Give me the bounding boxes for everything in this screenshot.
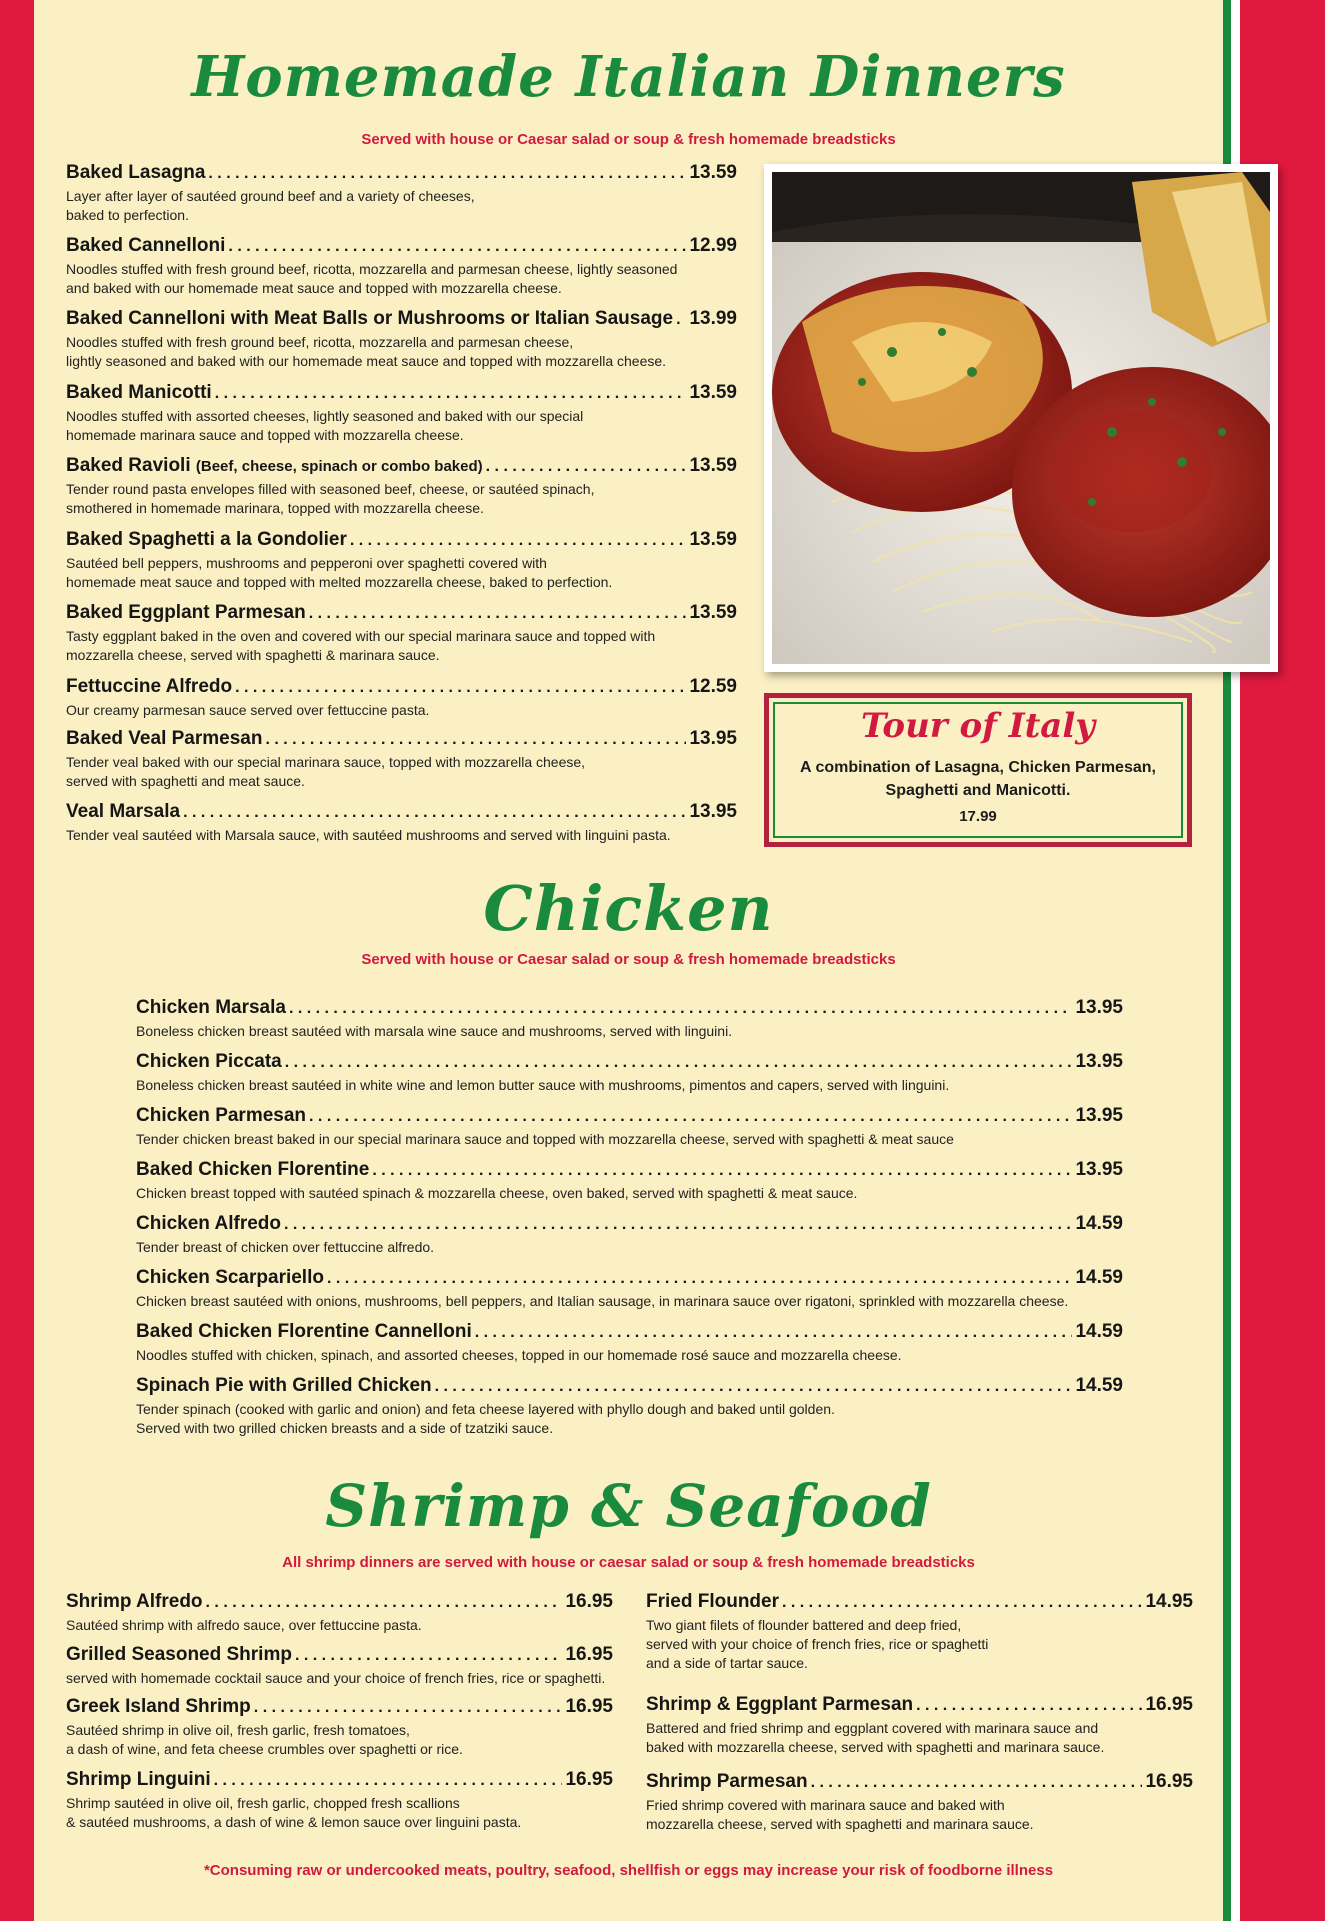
- menu-item: [646, 1770, 1193, 1834]
- menu-item: [136, 996, 1123, 1041]
- item-name: Chicken Alfredo: [136, 1213, 281, 1234]
- item-description: Chicken breast topped with sautéed spinach & mozzarella cheese, oven baked, served with spaghetti & meat sauce.: [136, 1185, 858, 1201]
- item-price: 13.59: [689, 455, 737, 476]
- item-name: Fettuccine Alfredo: [66, 676, 233, 697]
- menu-item: [66, 454, 737, 518]
- item-description: Tasty eggplant baked in the oven and covered with our special marinara sauce and topped with mozzarella cheese, served with spaghetti & marinara sauce.: [66, 628, 656, 663]
- food-photo-frame: [764, 164, 1278, 672]
- seafood-section-title: Shrimp & Seafood: [325, 1472, 932, 1540]
- item-name: Baked Chicken Florentine Cannelloni: [136, 1321, 472, 1342]
- item-description: Tender spinach (cooked with garlic and onion) and feta cheese layered with phyllo dough and baked until golden. Served with two grilled chicken breasts and a side of tzatziki sauce.: [136, 1401, 835, 1436]
- tour-title: Tour of Italy: [861, 706, 1095, 746]
- menu-item: [66, 800, 737, 845]
- item-description: Tender veal sautéed with Marsala sauce, with sautéed mushrooms and served with linguini pasta.: [66, 827, 671, 843]
- menu-item: [646, 1590, 1193, 1673]
- item-name: Grilled Seasoned Shrimp: [66, 1644, 292, 1665]
- chicken-section-subtitle: Served with house or Caesar salad or soup & fresh homemade breadsticks: [361, 951, 896, 968]
- item-description: Our creamy parmesan sauce served over fettuccine pasta.: [66, 702, 430, 718]
- menu-item: [66, 1768, 613, 1832]
- menu-item: [66, 234, 737, 298]
- item-price: 13.99: [689, 308, 737, 329]
- chicken-section-title: Chicken: [483, 872, 774, 945]
- item-description: Fried shrimp covered with marinara sauce and baked with mozzarella cheese, served with spaghetti and marinara sauce.: [646, 1797, 1034, 1832]
- italian-section-subtitle: Served with house or Caesar salad or soup & fresh homemade breadsticks: [361, 131, 896, 148]
- item-description: Noodles stuffed with fresh ground beef, ricotta, mozzarella and parmesan cheese, lightly seasoned and baked with our homemade meat sauce and topped with mozzarella cheese.: [66, 334, 667, 369]
- item-name: Baked Lasagna: [66, 162, 206, 183]
- item-price: 12.59: [689, 676, 737, 697]
- item-price: 13.95: [1075, 997, 1123, 1018]
- left-red-border: [0, 0, 34, 1921]
- tour-price: 17.99: [959, 808, 997, 825]
- menu-item: [66, 675, 737, 720]
- item-price: 16.95: [565, 1696, 613, 1717]
- item-price: 13.59: [689, 529, 737, 550]
- menu-item: [136, 1050, 1123, 1095]
- item-description: Shrimp sautéed in olive oil, fresh garlic, chopped fresh scallions & sautéed mushrooms, a dash of wine & lemon sauce over linguini pasta.: [66, 1795, 522, 1830]
- item-description: Tender round pasta envelopes filled with seasoned beef, cheese, or sautéed spinach, smothered in homemade marinara, topped with mozzarella cheese.: [66, 481, 595, 516]
- item-description: Layer after layer of sautéed ground beef and a variety of cheeses, baked to perfection.: [66, 188, 475, 223]
- seafood-section-subtitle: All shrimp dinners are served with house or caesar salad or soup & fresh homemade breadsticks: [282, 1554, 975, 1571]
- tour-description: A combination of Lasagna, Chicken Parmesan, Spaghetti and Manicotti.: [800, 759, 1156, 799]
- menu-item: [136, 1104, 1123, 1149]
- menu-item: [66, 381, 737, 445]
- item-price: 16.95: [565, 1769, 613, 1790]
- item-description: Tender veal baked with our special marinara sauce, topped with mozzarella cheese, served with spaghetti and meat sauce.: [66, 754, 586, 789]
- item-description: Two giant filets of flounder battered and deep fried, served with your choice of french fries, rice or spaghetti and a side of tartar sauce.: [646, 1617, 989, 1671]
- item-description: Sautéed bell peppers, mushrooms and pepperoni over spaghetti covered with homemade meat sauce and topped with melted mozzarella cheese, baked to perfection.: [66, 555, 613, 590]
- item-name: Baked Spaghetti a la Gondolier: [66, 529, 347, 550]
- item-name: Baked Manicotti: [66, 382, 212, 403]
- item-description: served with homemade cocktail sauce and your choice of french fries, rice or spaghetti.: [66, 1670, 606, 1686]
- item-price: 14.95: [1145, 1591, 1193, 1612]
- menu-item: [66, 1590, 613, 1635]
- item-name: Baked Eggplant Parmesan: [66, 602, 306, 623]
- menu-item: [66, 161, 737, 225]
- item-name: Shrimp Parmesan: [646, 1771, 808, 1792]
- item-description: Sautéed shrimp in olive oil, fresh garlic, fresh tomatoes, a dash of wine, and feta cheese crumbles over spaghetti or rice.: [66, 1722, 463, 1757]
- chicken-parmesan-photo: [772, 172, 1270, 664]
- menu-item: [136, 1320, 1123, 1365]
- item-name: Spinach Pie with Grilled Chicken: [136, 1375, 432, 1396]
- menu-item: [66, 601, 737, 665]
- item-price: 16.95: [1145, 1694, 1193, 1715]
- item-name: Chicken Marsala: [136, 997, 286, 1018]
- item-description: Sautéed shrimp with alfredo sauce, over fettuccine pasta.: [66, 1617, 422, 1633]
- item-description: Noodles stuffed with assorted cheeses, lightly seasoned and baked with our special homemade marinara sauce and topped with mozzarella cheese.: [66, 408, 584, 443]
- item-name: Greek Island Shrimp: [66, 1696, 251, 1717]
- item-description: Noodles stuffed with chicken, spinach, and assorted cheeses, topped in our homemade rosé sauce and mozzarella cheese.: [136, 1347, 902, 1363]
- item-price: 13.95: [1075, 1051, 1123, 1072]
- item-description: Chicken breast sautéed with onions, mushrooms, bell peppers, and Italian sausage, in marinara sauce over rigatoni, sprinkled with mozzarella cheese.: [136, 1293, 1069, 1309]
- item-name: Baked Ravioli (Beef, cheese, spinach or combo baked): [66, 455, 483, 476]
- item-price: 16.95: [1145, 1771, 1193, 1792]
- item-description: Tender breast of chicken over fettuccine alfredo.: [136, 1239, 435, 1255]
- item-price: 16.95: [565, 1591, 613, 1612]
- item-price: 13.95: [689, 728, 737, 749]
- item-name: Chicken Piccata: [136, 1051, 282, 1072]
- food-safety-disclaimer: *Consuming raw or undercooked meats, poultry, seafood, shellfish or eggs may increase your risk of foodborne illness: [203, 1862, 1054, 1879]
- menu-item: [66, 1695, 613, 1759]
- menu-item: [136, 1266, 1123, 1311]
- item-name: Veal Marsala: [66, 801, 181, 822]
- item-price: 13.59: [689, 382, 737, 403]
- item-price: 13.95: [1075, 1159, 1123, 1180]
- item-price: 13.95: [1075, 1105, 1123, 1126]
- menu-item: [136, 1158, 1123, 1203]
- item-price: 14.59: [1075, 1267, 1123, 1288]
- menu-item: [66, 528, 737, 592]
- item-price: 13.59: [689, 602, 737, 623]
- item-description: Noodles stuffed with fresh ground beef, ricotta, mozzarella and parmesan cheese, lightly seasoned and baked with our homemade meat sauce and topped with mozzarella cheese.: [66, 261, 678, 296]
- item-description: Battered and fried shrimp and eggplant covered with marinara sauce and baked with mozzarella cheese, served with spaghetti and marinara sauce.: [646, 1720, 1105, 1755]
- item-name: Shrimp Alfredo: [66, 1591, 203, 1612]
- item-name: Chicken Parmesan: [136, 1105, 307, 1126]
- tour-of-italy-box: [764, 693, 1192, 847]
- menu-item: [136, 1212, 1123, 1257]
- item-name: Baked Chicken Florentine: [136, 1159, 370, 1180]
- italian-section-title: Homemade Italian Dinners: [191, 44, 1066, 110]
- menu-item: [66, 727, 737, 791]
- item-name: Shrimp & Eggplant Parmesan: [646, 1694, 914, 1715]
- item-price: 13.59: [689, 162, 737, 183]
- item-name: Chicken Scarpariello: [136, 1267, 324, 1288]
- item-description: Boneless chicken breast sautéed in white wine and lemon butter sauce with mushrooms, pimentos and capers, served with linguini.: [136, 1077, 950, 1093]
- item-name: Baked Veal Parmesan: [66, 728, 263, 749]
- menu-item: [136, 1374, 1123, 1438]
- item-price: 14.59: [1075, 1375, 1123, 1396]
- item-price: 14.59: [1075, 1213, 1123, 1234]
- item-price: 12.99: [689, 235, 737, 256]
- menu-item: [646, 1693, 1193, 1757]
- menu-item: [66, 1643, 613, 1688]
- item-price: 14.59: [1075, 1321, 1123, 1342]
- item-name: Baked Cannelloni with Meat Balls or Mushrooms or Italian Sausage: [66, 308, 674, 329]
- item-price: 13.95: [689, 801, 737, 822]
- item-note: (Beef, cheese, spinach or combo baked): [195, 458, 483, 475]
- item-description: Tender chicken breast baked in our special marinara sauce and topped with mozzarella cheese, served with spaghetti & meat sauce: [136, 1131, 954, 1147]
- item-price: 16.95: [565, 1644, 613, 1665]
- item-name: Shrimp Linguini: [66, 1769, 211, 1790]
- item-name: Fried Flounder: [646, 1591, 779, 1612]
- menu-item: [66, 307, 737, 371]
- item-description: Boneless chicken breast sautéed with marsala wine sauce and mushrooms, served with linguini.: [136, 1023, 733, 1039]
- item-name: Baked Cannelloni: [66, 235, 226, 256]
